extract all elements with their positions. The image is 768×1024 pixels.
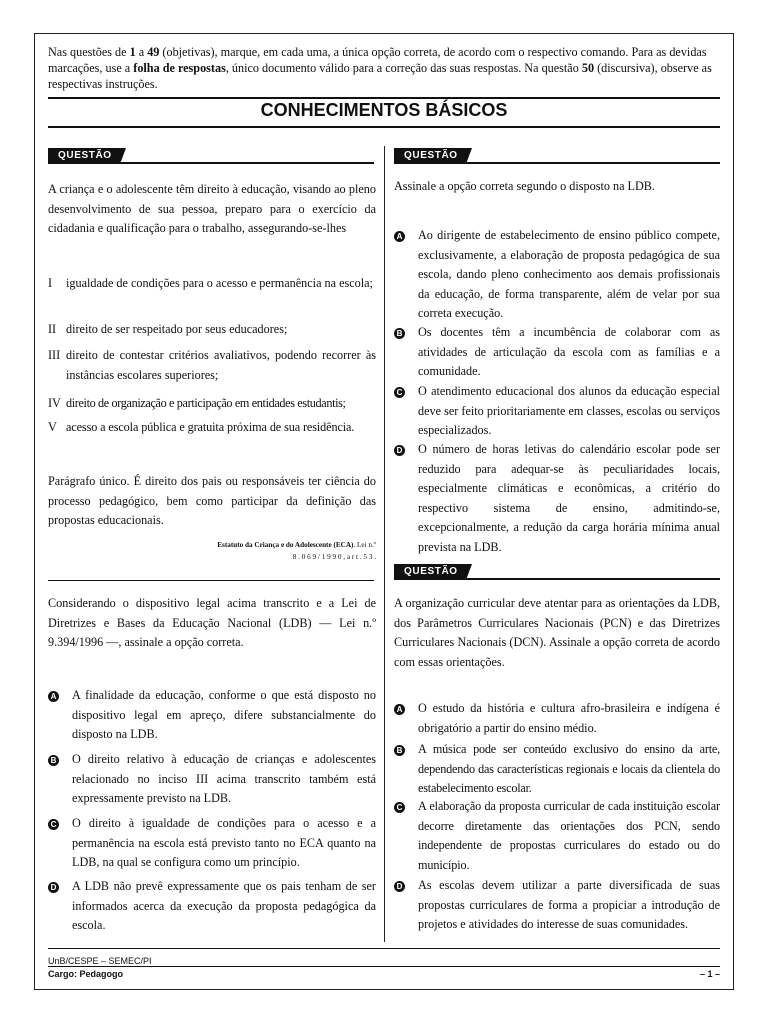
q1-option-b-marker[interactable]: B (48, 755, 59, 766)
q3-option-d-marker[interactable]: D (394, 881, 405, 892)
q2-option-c-marker[interactable]: C (394, 387, 405, 398)
footer-org: UnB/CESPE – SEMEC/PI (48, 956, 152, 966)
q3-option-c[interactable]: A elaboração da proposta curricular de cada instituição escolar decorre diretamente das orientações dos PCN, sendo independente de propostas curriculares do estado ou do município. (418, 799, 720, 872)
q3-option-d[interactable]: As escolas devem utilizar a parte diversificada de suas propostas curriculares de forma a propiciar a introdução de projetos e atividades do interesse de suas comunidades. (418, 878, 720, 931)
q1-option-a-marker[interactable]: A (48, 691, 59, 702)
q1-item-5-num: V (48, 420, 57, 434)
q1-option-c-marker[interactable]: C (48, 819, 59, 830)
q2-option-c[interactable]: O atendimento educacional dos alunos da educação especial deve ser feito prioritariamente em classes, escolas ou serviços especializados. (418, 384, 720, 437)
q1-option-d-marker[interactable]: D (48, 882, 59, 893)
q2-option-a-marker[interactable]: A (394, 231, 405, 242)
q2-option-d[interactable]: O número de horas letivas do calendário escolar pode ser reduzido para adequar-se às peculiaridades locais, especialmente climáticas e econômicas, a critério do respectivo sistema de ensino, admitindo-se, excepcionalmente, a redução da carga horária mínima anual prevista na LDB. (418, 442, 720, 554)
q1-item-3: direito de contestar critérios avaliativos, podendo recorrer às instâncias escolares superiores; (66, 348, 376, 382)
footer-rule-mid (48, 966, 720, 967)
q3-tag: QUESTÃO 3 (394, 564, 466, 580)
section-title: CONHECIMENTOS BÁSICOS (260, 100, 508, 120)
column-divider (384, 146, 385, 942)
q1-lead: A criança e o adolescente têm direito à educação, visando ao pleno desenvolvimento de sua pessoa, preparo para o exercício da cidadania e qualificação para o trabalho, assegurando-se-lhes (48, 182, 376, 235)
q2-tag: QUESTÃO 2 (394, 148, 466, 164)
header-rule (48, 97, 720, 99)
q1-item-4-num: IV (48, 396, 61, 410)
q3-option-a-marker[interactable]: A (394, 704, 405, 715)
q3-question: A organização curricular deve atentar para as orientações da LDB, dos Parâmetros Curriculares Nacionais (PCN) e das Diretrizes Curriculares Nacionais (DCN). Assinale a opção correta de acordo com essas orientações. (394, 596, 720, 669)
q1-question: Considerando o dispositivo legal acima transcrito e a Lei de Diretrizes e Bases da Educação Nacional (LDB) — Lei n.º 9.394/1996 —, assinale a opção correta. (48, 596, 376, 649)
q2-question: Assinale a opção correta segundo o disposto na LDB. (394, 179, 655, 193)
q1-item-3-num: III (48, 348, 61, 362)
q2-option-a[interactable]: Ao dirigente de estabelecimento de ensino público compete, exclusivamente, a elaboração de proposta pedagógica de sua escola, dando pleno conhecimento aos demais profissionais da educação, de forma transparente, além de velar por sua correta execução. (418, 228, 720, 320)
q3-option-c-marker[interactable]: C (394, 802, 405, 813)
q1-tag: QUESTÃO 1 (48, 148, 120, 164)
q3-option-b[interactable]: A música pode ser conteúdo exclusivo do ensino da arte, dependendo das características regionais e locais da clientela do estabelecimento escolar. (418, 742, 720, 795)
q1-item-2-num: II (48, 322, 57, 336)
q2-option-b-marker[interactable]: B (394, 328, 405, 339)
footer-cargo: Cargo: Pedagogo (48, 969, 124, 979)
q1-item-2: direito de ser respeitado por seus educadores; (66, 322, 288, 336)
q1-item-1-num: I (48, 276, 53, 290)
q1-option-d[interactable]: A LDB não prevê expressamente que os pais tenham de ser informados acerca da execução da proposta pedagógica da escola. (72, 879, 376, 932)
q1-citation: Estatuto da Criança e do Adolescente (ECA). Lei n.º 8 . 0 6 9 / 1 9 9 0 , a r t . 5 3 . (217, 541, 376, 561)
q1-item-4: direito de organização e participação em entidades estudantis; (66, 396, 346, 410)
q1-item-5: acesso a escola pública e gratuita próxima de sua residência. (66, 420, 355, 434)
q3-option-a[interactable]: O estudo da história e cultura afro-brasileira e indígena é obrigatório a partir do ensino médio. (418, 701, 720, 735)
q3-option-b-marker[interactable]: B (394, 745, 405, 756)
q1-paragrafo-unico: Parágrafo único. É direito dos pais ou responsáveis ter ciência do processo pedagógico, bem como participar da definição das propostas educacionais. (48, 474, 376, 527)
page-number: – 1 – (699, 969, 720, 979)
q1-item-1: igualdade de condições para o acesso e permanência na escola; (66, 276, 373, 290)
q1-option-a[interactable]: A finalidade da educação, conforme o que está disposto no dispositivo legal em apreço, difere substancialmente do disposto na LDB. (72, 688, 376, 741)
q1-option-c[interactable]: O direito à igualdade de condições para o acesso e a permanência na escola está previsto tanto no ECA quanto na LDB, na qual se configura como um princípio. (72, 816, 376, 869)
footer-rule-top (48, 948, 720, 949)
title-rule (48, 126, 720, 128)
q2-option-d-marker[interactable]: D (394, 445, 405, 456)
q1-separator (48, 580, 374, 581)
instructions: Nas questões de 1 a 49 (objetivas), marque, em cada uma, a única opção correta, de acordo com o respectivo comando. Para as devidas marcações, use a folha de respostas, único documento válido para a correção das suas respostas. Na questão 50 (discursiva), observe as respectivas instruções. (48, 45, 712, 91)
q2-option-b[interactable]: Os docentes têm a incumbência de colaborar com as atividades de articulação da escola com as famílias e a comunidade. (418, 325, 720, 378)
q1-option-b[interactable]: O direito relativo à educação de crianças e adolescentes relacionado no inciso III acima transcrito também está expressamente previsto na LDB. (72, 752, 376, 805)
